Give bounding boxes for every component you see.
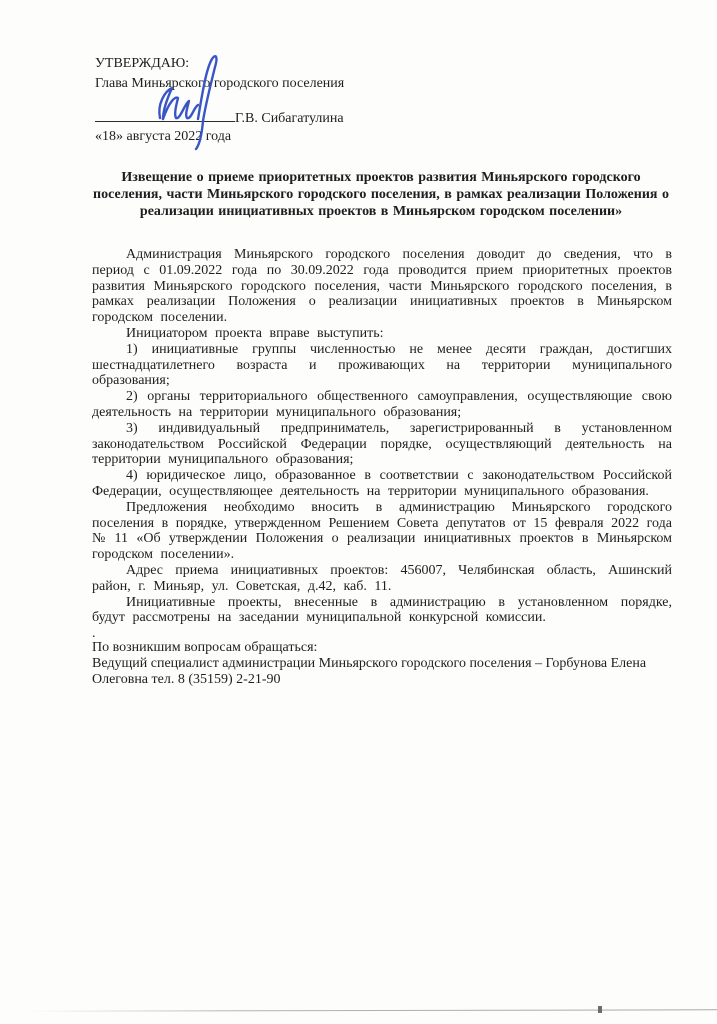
body-paragraph: Инициатором проекта вправе выступить: [126,325,384,341]
approval-date: «18» августа 2022 года [95,129,232,144]
scan-artifact-mark [598,1006,602,1013]
approver-position: Глава Миньярского городского поселения [95,76,345,91]
signature-underline [95,108,235,122]
contact-details: Ведущий специалист администрации Миньярского городского поселения – Горбунова Елена Олеговна тел. 8 (35159) 2-21-90 [92,656,647,687]
scan-artifact-line [28,1009,717,1011]
body-paragraph: 3) индивидуальный предприниматель, зарегистрированный в установленном законодательством Российской Федерации порядке, осуществляющий деятельность на территории муниципального образования; [92,420,672,468]
stray-period: . [92,626,96,642]
contact-heading: По возникшим вопросам обращаться: [92,640,318,655]
approval-block [95,54,515,146]
signature-row [95,108,515,127]
approver-name: Г.В. Сибагатулина [235,111,344,126]
body-paragraph: 1) инициативные группы численностью не менее десяти граждан, достигших шестнадцатилетнего возраста и проживающих на территории муниципального образования; [92,341,672,389]
body-paragraph: Адрес приема инициативных проектов: 456007, Челябинская область, Ашинский район, г. Миньяр, ул. Советская, д.42, каб. 11. [92,562,672,594]
body-paragraph: Администрация Миньярского городского поселения доводит до сведения, что в период с 01.09.2022 года по 30.09.2022 года проводится прием приоритетных проектов развития Миньярского городского поселения, части Миньярского городского поселения, в рамках реализации Положения о реализации инициативных проектов в Миньярском городском поселении. [92,247,672,326]
body-paragraph: 2) органы территориального общественного самоуправления, осуществляющие свою деятельность на территории муниципального образования; [92,389,672,420]
document-title: Извещение о приеме приоритетных проектов развития Миньярского городского поселения, части Миньярского городского поселения, в рамках реализации Положения о реализации инициативных проектов в Миньярском городском поселении» [93,170,669,219]
body-paragraph: Предложения необходимо вносить в администрацию Миньярского городского поселения в порядке, утвержденном Решением Совета депутатов от 15 февраля 2022 года № 11 «Об утверждении Положения о реализации инициативных проектов в Миньярском городском поселении». [92,499,672,563]
body-paragraph: Инициативные проекты, внесенные в администрацию в установленном порядке, будут рассмотрены на заседании муниципальной конкурсной комиссии. [92,594,672,626]
approval-stamp-label: УТВЕРЖДАЮ: [95,56,190,71]
contact-block [92,640,674,688]
body-paragraph: 4) юридическое лицо, образованное в соответствии с законодательством Российской Федерации, осуществляющее деятельность на территории муниципального образования. [92,468,672,499]
document-body [92,247,672,642]
